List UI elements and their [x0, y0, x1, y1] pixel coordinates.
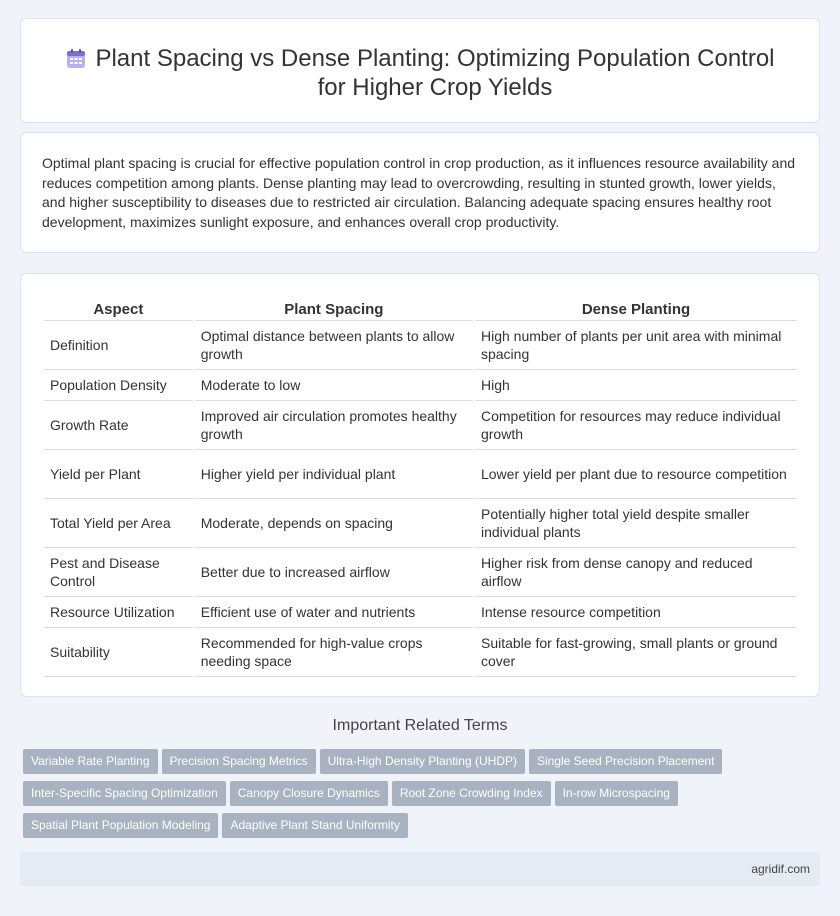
cell-dense-planting: Intense resource competition: [475, 597, 797, 628]
table-row: [44, 597, 797, 628]
footer-site-name[interactable]: agridif.com: [751, 862, 810, 876]
cell-aspect: Growth Rate: [44, 401, 193, 450]
table-row: [44, 401, 797, 450]
cell-aspect: Suitability: [44, 628, 193, 677]
cell-plant-spacing: Recommended for high-value crops needing space: [195, 628, 473, 677]
cell-plant-spacing: Better due to increased airflow: [195, 548, 473, 597]
page-title: Plant Spacing vs Dense Planting: Optimizing Population Control for Higher Crop Yields: [95, 45, 775, 101]
cell-aspect: Definition: [44, 321, 193, 370]
cell-aspect: Yield per Plant: [44, 450, 193, 499]
related-term-tag[interactable]: Spatial Plant Population Modeling: [23, 813, 218, 838]
related-term-tag[interactable]: Inter-Specific Spacing Optimization: [23, 781, 226, 806]
related-term-tag[interactable]: Root Zone Crowding Index: [392, 781, 551, 806]
cell-dense-planting: Lower yield per plant due to resource competition: [475, 450, 797, 499]
intro-card: [20, 132, 820, 253]
cell-plant-spacing: Moderate to low: [195, 370, 473, 401]
cell-dense-planting: High: [475, 370, 797, 401]
cell-aspect: Population Density: [44, 370, 193, 401]
table-row: [44, 628, 797, 677]
table-header-row: [44, 295, 797, 321]
header-card: [20, 18, 820, 123]
table-row: [44, 450, 797, 499]
cell-aspect: Resource Utilization: [44, 597, 193, 628]
cell-plant-spacing: Higher yield per individual plant: [195, 450, 473, 499]
cell-dense-planting: Higher risk from dense canopy and reduced airflow: [475, 548, 797, 597]
cell-dense-planting: Competition for resources may reduce individual growth: [475, 401, 797, 450]
related-term-tag[interactable]: Precision Spacing Metrics: [162, 749, 316, 774]
cell-plant-spacing: Improved air circulation promotes healthy growth: [195, 401, 473, 450]
related-term-tag[interactable]: Ultra-High Density Planting (UHDP): [320, 749, 525, 774]
table-row: [44, 321, 797, 370]
intro-paragraph: Optimal plant spacing is crucial for effective population control in crop production, as it influences resource availability and reduces competition among plants. Dense planting may lead to overcrowding, resulting in stunted growth, lower yields, and higher susceptibility to diseases due to restricted air circulation. Balancing adequate spacing ensures healthy root development, maximizes sunlight exposure, and enhances overall crop productivity.: [42, 155, 796, 230]
cell-dense-planting: Potentially higher total yield despite smaller individual plants: [475, 499, 797, 548]
related-term-tag[interactable]: Single Seed Precision Placement: [529, 749, 722, 774]
related-term-tag[interactable]: Canopy Closure Dynamics: [230, 781, 388, 806]
table-row: [44, 548, 797, 597]
related-term-tag[interactable]: Adaptive Plant Stand Uniformity: [222, 813, 407, 838]
cell-plant-spacing: Optimal distance between plants to allow growth: [195, 321, 473, 370]
footer: [20, 852, 820, 886]
column-header-plant-spacing: Plant Spacing: [195, 295, 473, 321]
cell-dense-planting: Suitable for fast-growing, small plants or ground cover: [475, 628, 797, 677]
column-header-aspect: Aspect: [44, 295, 193, 321]
cell-plant-spacing: Moderate, depends on spacing: [195, 499, 473, 548]
cell-plant-spacing: Efficient use of water and nutrients: [195, 597, 473, 628]
comparison-card: [20, 273, 820, 697]
related-term-tag[interactable]: In-row Microspacing: [555, 781, 678, 806]
table-row: [44, 499, 797, 548]
cell-aspect: Pest and Disease Control: [44, 548, 193, 597]
related-terms-list: [23, 749, 743, 845]
related-term-tag[interactable]: Variable Rate Planting: [23, 749, 158, 774]
related-terms-heading: Important Related Terms: [332, 717, 508, 734]
table-row: [44, 370, 797, 401]
comparison-table: [42, 295, 799, 677]
column-header-dense-planting: Dense Planting: [475, 295, 797, 321]
cell-dense-planting: High number of plants per unit area with minimal spacing: [475, 321, 797, 370]
cell-aspect: Total Yield per Area: [44, 499, 193, 548]
